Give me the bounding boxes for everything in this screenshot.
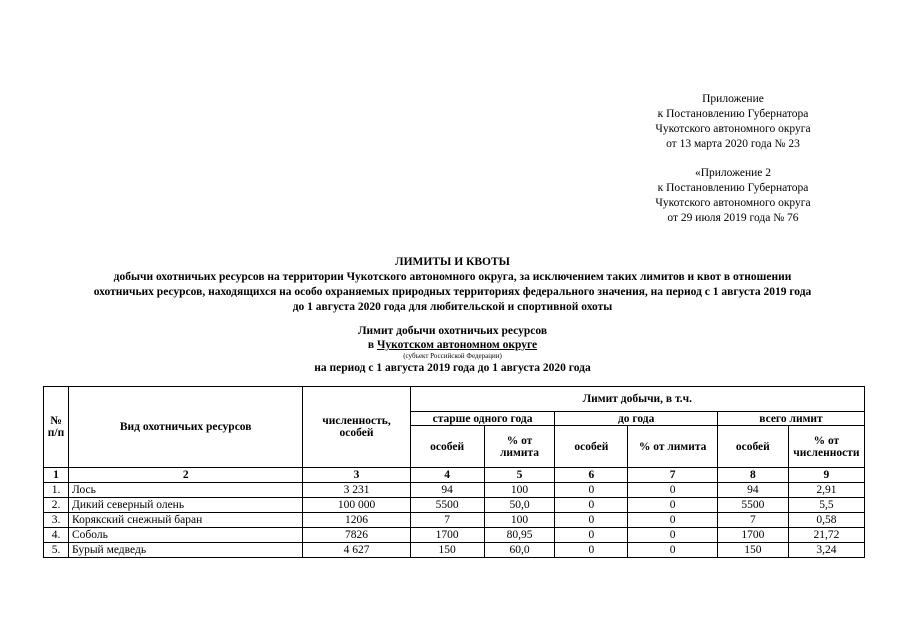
under-pct-value: 0	[628, 513, 718, 528]
column-number: 9	[788, 468, 864, 483]
table-row	[44, 483, 865, 498]
limit-heading-block	[30, 324, 875, 375]
limit-region-name: Чукотском автономном округе	[376, 339, 538, 351]
total-pct-value: 3,24	[788, 543, 864, 558]
annex-previous-reference	[623, 166, 843, 226]
annex-line: Приложение	[702, 93, 764, 105]
total-count-value: 5500	[717, 498, 788, 513]
limit-region-note: (субъект Российской Федерации)	[403, 352, 502, 360]
table-row	[44, 543, 865, 558]
under-count-value: 0	[555, 498, 628, 513]
under-count-value: 0	[555, 483, 628, 498]
limit-region-line	[30, 338, 875, 352]
total-count-value: 7	[717, 513, 788, 528]
table-row	[44, 513, 865, 528]
column-number-row	[44, 468, 865, 483]
column-number: 1	[44, 468, 69, 483]
under-count-value: 0	[555, 543, 628, 558]
column-number: 6	[555, 468, 628, 483]
table-row	[44, 528, 865, 543]
under-pct-value: 0	[628, 498, 718, 513]
under-count-value: 0	[555, 513, 628, 528]
header-total-count: особей	[717, 426, 788, 468]
under-pct-value: 0	[628, 528, 718, 543]
column-number: 4	[410, 468, 484, 483]
annex-line: от 29 июля 2019 года № 76	[667, 212, 799, 224]
species-name: Лось	[69, 483, 303, 498]
column-number: 5	[484, 468, 555, 483]
total-pct-value: 21,72	[788, 528, 864, 543]
annex-line: «Приложение 2	[694, 167, 772, 179]
under-count-value: 0	[555, 528, 628, 543]
header-num: № п/п	[44, 387, 69, 468]
header-older-pct: % от лимита	[484, 426, 555, 468]
document-title: ЛИМИТЫ И КВОТЫ	[395, 256, 510, 268]
species-name: Дикий северный олень	[69, 498, 303, 513]
older-count-value: 5500	[410, 498, 484, 513]
column-number: 3	[303, 468, 410, 483]
subtitle-line: охотничьих ресурсов, находящихся на особо охраняемых природных территориях федерального значения, на период с 1 августа 2019 года	[93, 286, 812, 298]
limit-period: на период с 1 августа 2019 года до 1 августа 2020 года	[314, 362, 591, 374]
annex-line: Чукотского автономного округа	[655, 197, 811, 209]
column-number: 2	[69, 468, 303, 483]
row-number: 4.	[44, 528, 69, 543]
species-name: Бурый медведь	[69, 543, 303, 558]
population-value: 1206	[303, 513, 410, 528]
column-number: 8	[717, 468, 788, 483]
under-pct-value: 0	[628, 483, 718, 498]
older-count-value: 7	[410, 513, 484, 528]
annex-line: Чукотского автономного округа	[655, 123, 811, 135]
population-value: 3 231	[303, 483, 410, 498]
header-older-count: особей	[410, 426, 484, 468]
total-count-value: 94	[717, 483, 788, 498]
older-pct-value: 100	[484, 483, 555, 498]
limit-heading: Лимит добычи охотничьих ресурсов	[357, 325, 548, 337]
header-population: численность, особей	[303, 387, 410, 468]
total-count-value: 1700	[717, 528, 788, 543]
annex-line: от 13 марта 2020 года № 23	[666, 138, 800, 150]
older-count-value: 150	[410, 543, 484, 558]
total-pct-value: 5,5	[788, 498, 864, 513]
row-number: 1.	[44, 483, 69, 498]
total-count-value: 150	[717, 543, 788, 558]
total-pct-value: 2,91	[788, 483, 864, 498]
header-under-count: особей	[555, 426, 628, 468]
table-row	[44, 498, 865, 513]
older-pct-value: 100	[484, 513, 555, 528]
older-pct-value: 80,95	[484, 528, 555, 543]
subtitle-line: до 1 августа 2020 года для любительской и спортивной охоты	[292, 301, 613, 313]
population-value: 100 000	[303, 498, 410, 513]
header-total-pct: % от численности	[788, 426, 864, 468]
header-older-group: старше одного года	[410, 412, 555, 426]
header-under-pct: % от лимита	[628, 426, 718, 468]
older-pct-value: 60,0	[484, 543, 555, 558]
row-number: 2.	[44, 498, 69, 513]
row-number: 5.	[44, 543, 69, 558]
annex-line: к Постановлению Губернатора	[657, 182, 809, 194]
species-name: Соболь	[69, 528, 303, 543]
older-pct-value: 50,0	[484, 498, 555, 513]
header-under-group: до года	[555, 412, 717, 426]
older-count-value: 1700	[410, 528, 484, 543]
limits-table	[43, 386, 865, 558]
total-pct-value: 0,58	[788, 513, 864, 528]
population-value: 7826	[303, 528, 410, 543]
header-species: Вид охотничьих ресурсов	[69, 387, 303, 468]
species-name: Корякский снежный баран	[69, 513, 303, 528]
annex-line: к Постановлению Губернатора	[657, 108, 809, 120]
header-total-group: всего лимит	[717, 412, 864, 426]
subtitle-line: добычи охотничьих ресурсов на территории Чукотского автономного округа, за исключением таких лимитов и квот в отношении	[113, 271, 792, 283]
population-value: 4 627	[303, 543, 410, 558]
under-pct-value: 0	[628, 543, 718, 558]
annex-current-reference	[623, 92, 843, 152]
header-limit-group: Лимит добычи, в т.ч.	[410, 387, 864, 412]
document-subtitle	[30, 270, 875, 315]
older-count-value: 94	[410, 483, 484, 498]
column-number: 7	[628, 468, 718, 483]
limit-region-prefix: в	[367, 339, 377, 351]
row-number: 3.	[44, 513, 69, 528]
